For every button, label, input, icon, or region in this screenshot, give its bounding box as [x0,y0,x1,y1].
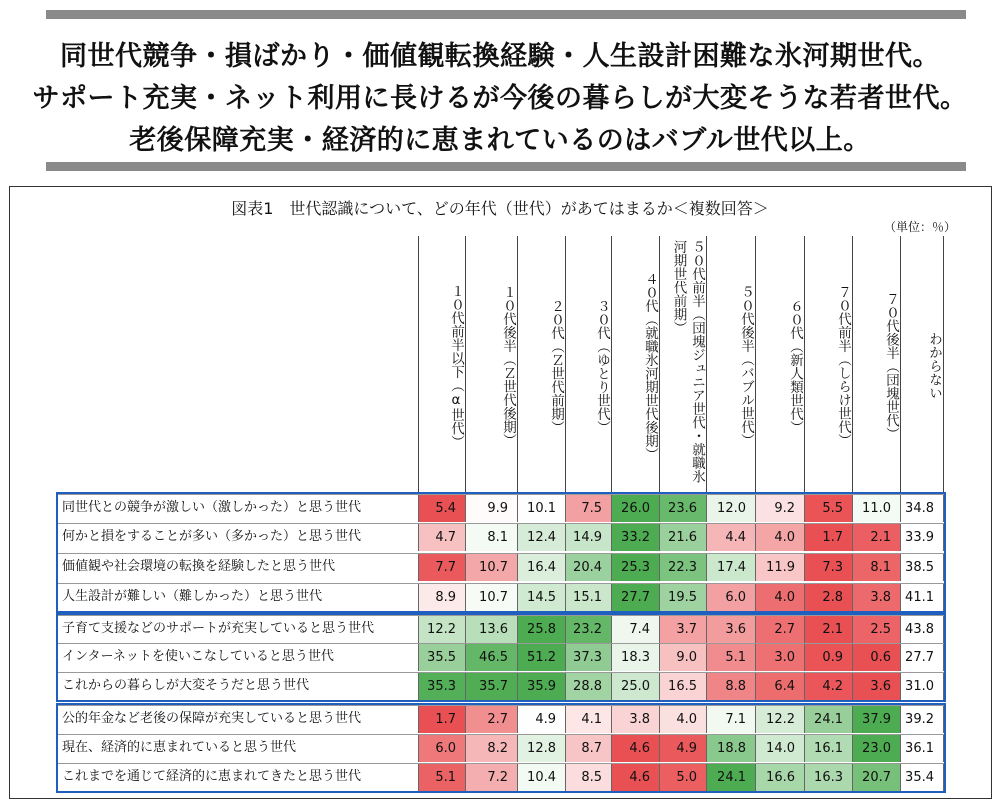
cell-r3-c9: 7.3 [804,553,852,581]
cell-r6-c2: 46.5 [465,643,517,671]
row-divider [58,643,944,644]
cell-r5-c4: 23.2 [565,615,611,643]
cell-r9-c8: 14.0 [755,734,804,762]
cell-r4-c11: 41.1 [900,583,944,611]
column-header-11: わからない [900,236,944,492]
cell-r4-c4: 15.1 [565,583,611,611]
cell-r2-c10: 2.1 [852,523,900,551]
cell-r6-c8: 3.0 [755,643,804,671]
cell-r10-c6: 5.0 [659,763,706,791]
cell-r2-c8: 4.0 [755,523,804,551]
cell-r1-c7: 12.0 [706,494,755,522]
cell-r3-c8: 11.9 [755,553,804,581]
cell-r7-c9: 4.2 [804,672,852,700]
column-header-5: ４０代（就職氷河期世代後期） [611,236,659,492]
cell-r4-c10: 3.8 [852,583,900,611]
cell-r9-c3: 12.8 [517,734,565,762]
cell-r9-c5: 4.6 [611,734,659,762]
cell-r6-c5: 18.3 [611,643,659,671]
cell-r1-c4: 7.5 [565,494,611,522]
cell-r2-c9: 1.7 [804,523,852,551]
cell-r10-c3: 10.4 [517,763,565,791]
cell-r7-c4: 28.8 [565,672,611,700]
cell-r6-c6: 9.0 [659,643,706,671]
row-label-3: 価値観や社会環境の転換を経験したと思う世代 [62,559,336,574]
cell-r5-c6: 3.7 [659,615,706,643]
cell-r8-c6: 4.0 [659,705,706,733]
cell-r8-c4: 4.1 [565,705,611,733]
cell-r10-c2: 7.2 [465,763,517,791]
cell-r2-c3: 12.4 [517,523,565,551]
cell-r1-c10: 11.0 [852,494,900,522]
cell-r5-c1: 12.2 [418,615,465,643]
cell-r5-c10: 2.5 [852,615,900,643]
row-label-9: 現在、経済的に恵まれていると思う世代 [62,740,297,755]
cell-r2-c5: 33.2 [611,523,659,551]
cell-r4-c1: 8.9 [418,583,465,611]
cell-r4-c3: 14.5 [517,583,565,611]
cell-r10-c7: 24.1 [706,763,755,791]
cell-r1-c6: 23.6 [659,494,706,522]
cell-r4-c5: 27.7 [611,583,659,611]
cell-r5-c8: 2.7 [755,615,804,643]
cell-r10-c10: 20.7 [852,763,900,791]
row-label-8: 公的年金など老後の保障が充実していると思う世代 [62,711,362,726]
cell-r7-c5: 25.0 [611,672,659,700]
bottom-rule [46,162,966,171]
row-label-6: インターネットを使いこなしていると思う世代 [62,649,334,664]
row-divider [58,553,944,554]
cell-r4-c7: 6.0 [706,583,755,611]
cell-r4-c9: 2.8 [804,583,852,611]
cell-r8-c9: 24.1 [804,705,852,733]
cell-r8-c11: 39.2 [900,705,944,733]
cell-r5-c9: 2.1 [804,615,852,643]
column-header-4: ３０代（ゆとり世代） [565,236,611,492]
cell-r1-c5: 26.0 [611,494,659,522]
column-header-1: １０代前半以下（α世代） [418,236,465,492]
column-header-8: ６０代（新人類世代） [755,236,804,492]
cell-r9-c11: 36.1 [900,734,944,762]
cell-r2-c6: 21.6 [659,523,706,551]
cell-r1-c2: 9.9 [465,494,517,522]
row-label-7: これからの暮らしが大変そうだと思う世代 [62,678,310,693]
cell-r5-c2: 13.6 [465,615,517,643]
column-header-6: ５０代前半（団塊ジュニア世代・就職氷河期世代前期） [659,236,706,492]
row-label-10: これまでを通じて経済的に恵まれてきたと思う世代 [62,769,362,784]
cell-r10-c11: 35.4 [900,763,944,791]
cell-r1-c3: 10.1 [517,494,565,522]
cell-r8-c2: 2.7 [465,705,517,733]
cell-r3-c10: 8.1 [852,553,900,581]
cell-r1-c11: 34.8 [900,494,944,522]
cell-r7-c3: 35.9 [517,672,565,700]
cell-r9-c10: 23.0 [852,734,900,762]
cell-r6-c9: 0.9 [804,643,852,671]
cell-r3-c11: 38.5 [900,553,944,581]
cell-r6-c11: 27.7 [900,643,944,671]
cell-r10-c4: 8.5 [565,763,611,791]
row-divider [58,615,944,616]
headline-2: サポート充実・ネット利用に長けるが今後の暮らしが大変そうな若者世代。 [32,83,968,114]
cell-r9-c1: 6.0 [418,734,465,762]
cell-r8-c3: 4.9 [517,705,565,733]
cell-r2-c4: 14.9 [565,523,611,551]
column-header-3: ２０代（Ｚ世代前期） [517,236,565,492]
cell-r8-c5: 3.8 [611,705,659,733]
cell-r7-c2: 35.7 [465,672,517,700]
row-divider [58,494,944,495]
cell-r9-c9: 16.1 [804,734,852,762]
row-label-2: 何かと損をすることが多い（多かった）と思う世代 [62,529,362,544]
cell-r3-c7: 17.4 [706,553,755,581]
cell-r3-c6: 22.3 [659,553,706,581]
cell-r3-c4: 20.4 [565,553,611,581]
cell-r3-c5: 25.3 [611,553,659,581]
cell-r6-c10: 0.6 [852,643,900,671]
cell-r10-c9: 16.3 [804,763,852,791]
cell-r2-c11: 33.9 [900,523,944,551]
cell-r6-c7: 5.1 [706,643,755,671]
cell-r6-c3: 51.2 [517,643,565,671]
cell-r6-c4: 37.3 [565,643,611,671]
cell-r3-c2: 10.7 [465,553,517,581]
cell-r7-c11: 31.0 [900,672,944,700]
cell-r3-c3: 16.4 [517,553,565,581]
cell-r4-c8: 4.0 [755,583,804,611]
unit-label: （単位：％） [883,220,956,234]
cell-r4-c2: 10.7 [465,583,517,611]
cell-r7-c7: 8.8 [706,672,755,700]
headline-3: 老後保障充実・経済的に恵まれているのはバブル世代以上。 [129,125,871,156]
cell-r8-c7: 7.1 [706,705,755,733]
cell-r7-c1: 35.3 [418,672,465,700]
column-header-2: １０代後半（Ｚ世代後期） [465,236,517,492]
row-divider [58,705,944,706]
cell-r1-c8: 9.2 [755,494,804,522]
cell-r7-c10: 3.6 [852,672,900,700]
cell-r8-c10: 37.9 [852,705,900,733]
row-divider [58,523,944,524]
top-rule [46,10,966,19]
row-divider [58,763,944,764]
cell-r1-c9: 5.5 [804,494,852,522]
cell-r8-c1: 1.7 [418,705,465,733]
cell-r4-c6: 19.5 [659,583,706,611]
cell-r7-c6: 16.5 [659,672,706,700]
column-header-9: ７０代前半（しらけ世代） [804,236,852,492]
cell-r10-c8: 16.6 [755,763,804,791]
cell-r7-c8: 6.4 [755,672,804,700]
row-label-1: 同世代との競争が激しい（激しかった）と思う世代 [62,500,362,515]
cell-r6-c1: 35.5 [418,643,465,671]
column-header-7: ５０代後半（バブル世代） [706,236,755,492]
row-label-4: 人生設計が難しい（難しかった）と思う世代 [62,589,323,604]
row-label-5: 子育て支援などのサポートが充実していると思う世代 [62,621,375,636]
cell-r9-c4: 8.7 [565,734,611,762]
cell-r3-c1: 7.7 [418,553,465,581]
headline-1: 同世代競争・損ばかり・価値観転換経験・人生設計困難な氷河期世代。 [60,41,940,72]
cell-r5-c5: 7.4 [611,615,659,643]
figure-title: 図表1 世代認識について、どの年代（世代）があてはまるか＜複数回答＞ [231,199,769,218]
cell-r5-c3: 25.8 [517,615,565,643]
row-divider [58,734,944,735]
cell-r10-c5: 4.6 [611,763,659,791]
cell-r9-c6: 4.9 [659,734,706,762]
cell-r5-c11: 43.8 [900,615,944,643]
cell-r9-c7: 18.8 [706,734,755,762]
cell-r10-c1: 5.1 [418,763,465,791]
column-header-10: ７０代後半（団塊世代） [852,236,900,492]
cell-r2-c1: 4.7 [418,523,465,551]
cell-r1-c1: 5.4 [418,494,465,522]
row-divider [58,583,944,584]
cell-r2-c7: 4.4 [706,523,755,551]
cell-r8-c8: 12.2 [755,705,804,733]
cell-r2-c2: 8.1 [465,523,517,551]
cell-r9-c2: 8.2 [465,734,517,762]
row-divider [58,672,944,673]
cell-r5-c7: 3.6 [706,615,755,643]
